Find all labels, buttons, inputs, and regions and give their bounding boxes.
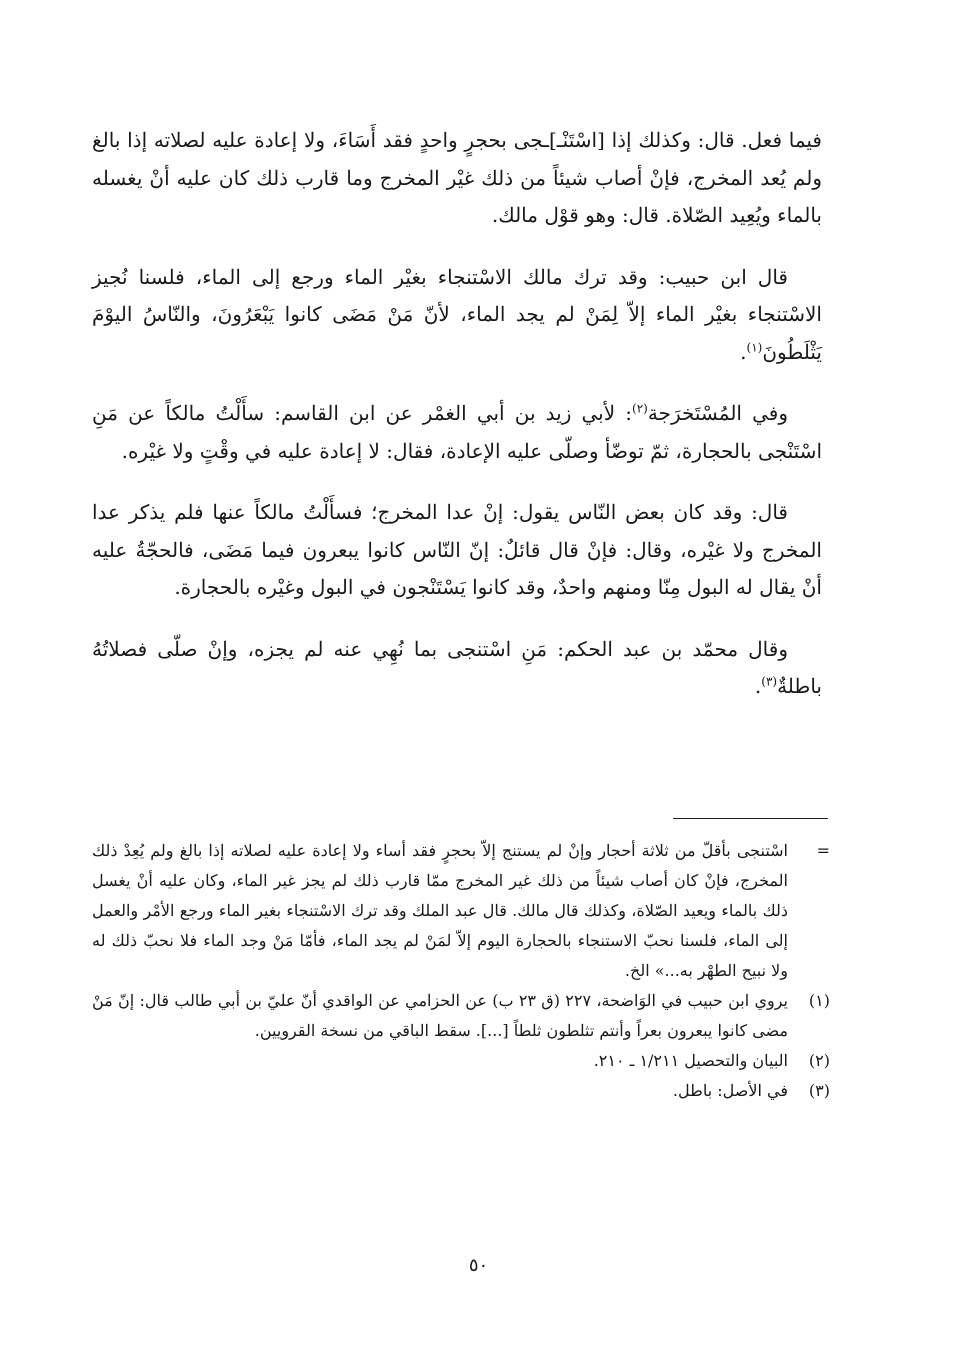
footnote-3	[92, 1076, 830, 1106]
paragraph-2: قال ابن حبيب: وقد ترك مالك الاسْتنجاء بغيْر الماء ورجع إلى الماء، فلسنا نُجيز الاسْتنجاء بغيْر الماء إلاّ لِمَنْ لم يجد الماء، لأنّ مَنْ مَضَى كانوا يَبْعَرُونَ، والنّاسُ اليوْمَ يَثْلَطُونَ$^{(١)}$.	[92, 264, 822, 364]
footnote-ref-2[interactable]: (٢)	[632, 401, 648, 416]
footnote-marker: (٣)	[808, 1081, 830, 1100]
footnote-ref-1[interactable]: (١)	[746, 339, 763, 354]
footnote-ref-3[interactable]: (٣)	[761, 674, 778, 689]
footnotes	[92, 836, 830, 1106]
footnote-2	[92, 1046, 830, 1076]
footnote-text: يروي ابن حبيب في الوَاضحة، ٢٢٧ (ق ٢٣ ب) عن الحزامي عن الواقدي أنّ عليّ بن أبي طالب قال: إنّ مَنْ مضى كانوا يبعرون بعراً وأنتم تثلطون ثلطاً [...]. سقط الباقي من نسخة القرويين.	[92, 991, 788, 1040]
footnote-marker: =	[816, 841, 830, 860]
footnote-1	[92, 986, 830, 1046]
footnote-continued	[92, 836, 830, 986]
page-number: ٥٠	[468, 1255, 489, 1276]
paragraph-5: وقال محمّد بن عبد الحكم: مَنِ اسْتنجى بما نُهِي عنه لم يجزه، وإنْ صلّى فصلاتُهُ باطلةٌ$^{(٣)}$.	[92, 636, 822, 698]
paragraph-1: فيما فعل. قال: وكذلك إذا [اسْتَنْـ]ـجى بحجرٍ واحدٍ فقد أَسَاءَ، ولا إعادة عليه لصلاته إذا بالغ ولم يُعد المخرج، فإنْ أصاب شيئاً من ذلك غيْر المخرج وما قارب ذلك كان عليه أنْ يغسله بالماء ويُعِيد الصّلاة. قال: وهو قوْل مالك.	[92, 128, 822, 227]
footnote-marker: (٢)	[808, 1051, 830, 1070]
paragraph-3: وفي المُسْتَخرَجة$^{(٢)}$: لأبي زيد بن أبي الغمْر عن ابن القاسم: سأَلْتُ مالكاً عن مَنِ اسْتَنْجى بالحجارة، ثمّ توضّأ وصلّى عليه الإعادة، فقال: لا إعادة عليه في وقْتٍ ولا غيْره.	[92, 401, 822, 463]
footnote-separator	[673, 818, 828, 819]
footnote-text: اسْتنجى بأقلّ من ثلاثة أحجار وإنْ لم يستنج إلاّ بحجرٍ فقد أساء ولا إعادة عليه لصلاته إذا بالغ ولم يُعِدْ ذلك المخرج، فإنْ كان أصاب شيئاً من ذلك غير المخرج ممّا قارب ذلك لم يجز غير الماء، وكان عليه أنْ يغسل ذلك بالماء ويعيد الصّلاة، وكذلك قال مالك. قال عبد الملك وقد ترك الاسْتنجاء بغير الماء ورجع الأمْر والعمل إلى الماء، فلسنا نحبّ الاستنجاء بالحجارة اليوم إلاّ لمَنْ لم يجد الماء، فأمّا مَنْ وجد الماء فلا نحبّ ذلك له ولا نبيح الطهْر به...» الخ.	[92, 841, 789, 980]
footnote-text: البيان والتحصيل ١/٢١١ ـ ٢١٠.	[593, 1051, 788, 1070]
paragraph-4: قال: وقد كان بعض النّاس يقول: إنْ عدا المخرج؛ فسأَلْتُ مالكاً عنها فلم يذكر عدا المخرج ولا غيْره، وقال: فإنْ قال قائلٌ: إنّ النّاس كانوا يبعرون فيما مَضَى، فالحجّةُ عليه أنْ يقال له البول مِنّا ومنهم واحدٌ، وقد كانوا يَسْتَنْجون في البول وغيْره بالحجارة.	[92, 500, 822, 599]
footnote-text: في الأصل: باطل.	[672, 1081, 788, 1100]
main-text	[92, 122, 822, 730]
footnote-marker: (١)	[808, 991, 830, 1010]
